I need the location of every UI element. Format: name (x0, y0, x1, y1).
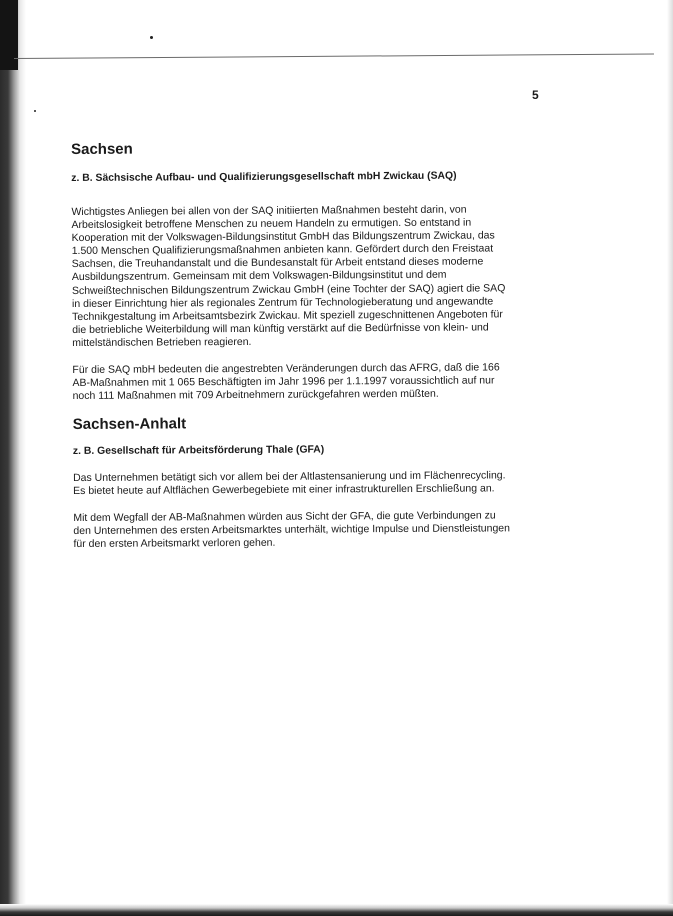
paper-top-edge-line (14, 54, 654, 59)
page-number: 5 (532, 88, 539, 102)
section-sachsen (71, 137, 553, 403)
scan-left-edge (0, 0, 26, 916)
section-sachsen-anhalt (73, 412, 554, 550)
document-body (71, 135, 554, 551)
section-subheading: z. B. Gesellschaft für Arbeitsförderung Thale (GFA) (72, 444, 325, 458)
section-subheading: z. B. Sächsische Aufbau- und Qualifizierungsgesellschaft mbH Zwickau (SAQ) (71, 170, 457, 184)
paragraph: Das Unternehmen betätigt sich vor allem bei der Altlastensanierung und im Flächenrecycling. Es bietet heute auf Altflächen Gewerbegebiete mit einer infrastrukturellen Erschließung an. (73, 469, 506, 498)
scan-top-left-shadow (0, 0, 18, 70)
scan-right-edge (667, 0, 673, 916)
section-heading: Sachsen (71, 140, 133, 158)
paragraph: Für die SAQ mbH bedeuten die angestrebten Veränderungen durch das AFRG, daß die 166 AB-Maßnahmen mit 1 065 Beschäftigten im Jahr 1996 per 1.1.1997 voraussichtlich auf nur noch 111 Maßnahmen mit 709 Arbeitnehmern zurückgefahren werden müßten. (72, 361, 500, 403)
section-heading: Sachsen-Anhalt (72, 415, 187, 434)
paragraph: Mit dem Wegfall der AB-Maßnahmen würden aus Sicht der GFA, die gute Verbindungen zu den Unternehmen des ersten Arbeitsmarktes unterhält, wichtige Impulse und Dienstleistungen für den ersten Arbeitsmarkt verloren gehen. (73, 508, 511, 550)
scan-speck (150, 36, 153, 39)
scan-speck (34, 110, 36, 112)
paragraph: Wichtigstes Anliegen bei allen von der SAQ initiierten Maßnahmen besteht darin, von Arbeitslosigkeit betroffene Menschen zu neuem Handeln zu ermutigen. So entstand in Kooperation mit der Volkswagen-Bildungsinstitut GmbH das Bildungszentrum Zwickau, das 1.500 Menschen Qualifizierungsmaßnahmen anbieten kann. Gefördert durch den Freistaat Sachsen, die Treuhandanstalt und die Bundesanstalt für Arbeit entstand dieses moderne Ausbildungszentrum. Gemeinsam mit dem Volkswagen-Bildungsinstitut und dem Schweißtechnischen Bildungszentrum Zwickau GmbH (eine Tochter der SAQ) agiert die SAQ in dieser Einrichtung hier als regionales Zentrum für Technologieberatung und angewandte Technikgestaltung im Arbeitsamtsbezirk Zwickau. Mit speziell zugeschnittenen Angeboten für die betriebliche Weiterbildung will man künftig verstärkt auf die Bedürfnisse von klein- und mittelständischen Betrieben reagieren. (71, 203, 506, 349)
scan-bottom-edge (0, 904, 673, 916)
